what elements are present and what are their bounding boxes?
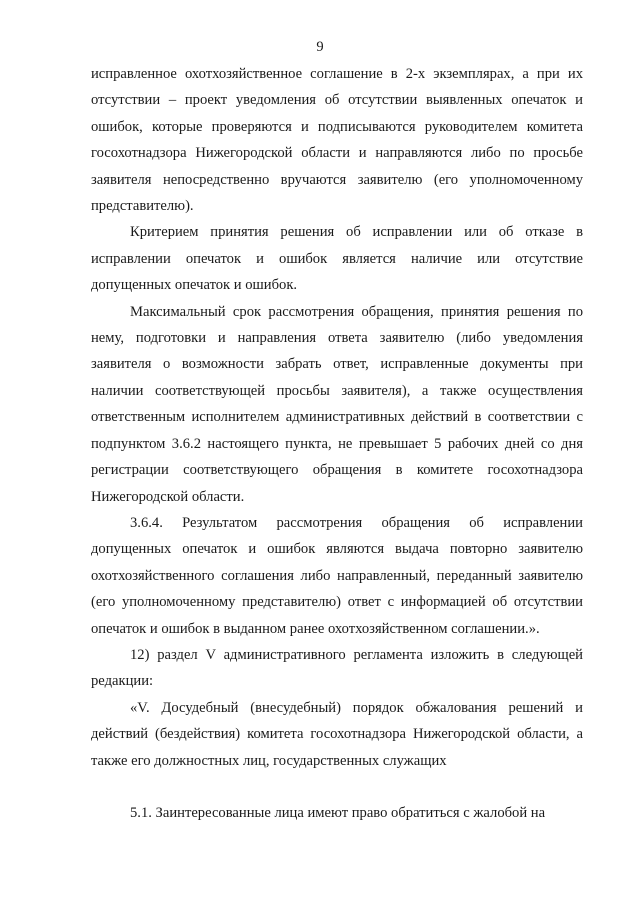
paragraph-item-12: 12) раздел V административного регламента изложить в следующей редакции: xyxy=(91,646,583,690)
document-body xyxy=(91,61,583,827)
paragraph-5-1: 5.1. Заинтересованные лица имеют право обратиться с жалобой на xyxy=(130,805,546,822)
paragraph-max-term: Максимальный срок рассмотрения обращения, принятия решения по нему, подготовки и направления ответа заявителю (либо уведомления заявителя о возможности забрать ответ, исправленные документы при наличии соответствующей просьбы заявителя), а также осуществления ответственным исполнителем административных действий в соответствии с подпунктом 3.6.2 настоящего пункта, не превышает 5 рабочих дней со дня регистрации соответствующего обращения в комитете госохотнадзора Нижегородской области. xyxy=(91,303,583,505)
paragraph-3-6-4: 3.6.4. Результатом рассмотрения обращения об исправлении допущенных опечаток и ошибок являются выдача повторно заявителю охотхозяйственного соглашения либо направленный, переданный заявителю (его уполномоченному представителю) ответ с информацией об отсутствии опечаток и ошибок в выданном ранее охотхозяйственном соглашении.». xyxy=(91,514,583,637)
paragraph-decision-criterion: Критерием принятия решения об исправлении или об отказе в исправлении опечаток и ошибок является наличие или отсутствие допущенных опечаток и ошибок. xyxy=(91,224,583,294)
paragraph-continuation: исправленное охотхозяйственное соглашение в 2-х экземплярах, а при их отсутствии – проект уведомления об отсутствии выявленных опечаток и ошибок, которые проверяются и подписываются руководителем комитета госохотнадзора Нижегородской области и направляются либо по просьбе заявителя непосредственно вручаются заявителю (его уполномоченному представителю). xyxy=(91,66,583,215)
page-number: 9 xyxy=(316,39,324,55)
section-v-heading: «V. Досудебный (внесудебный) порядок обжалования решений и действий (бездействия) комитета госохотнадзора Нижегородской области, а также его должностных лиц, государственных служащих xyxy=(91,699,583,769)
